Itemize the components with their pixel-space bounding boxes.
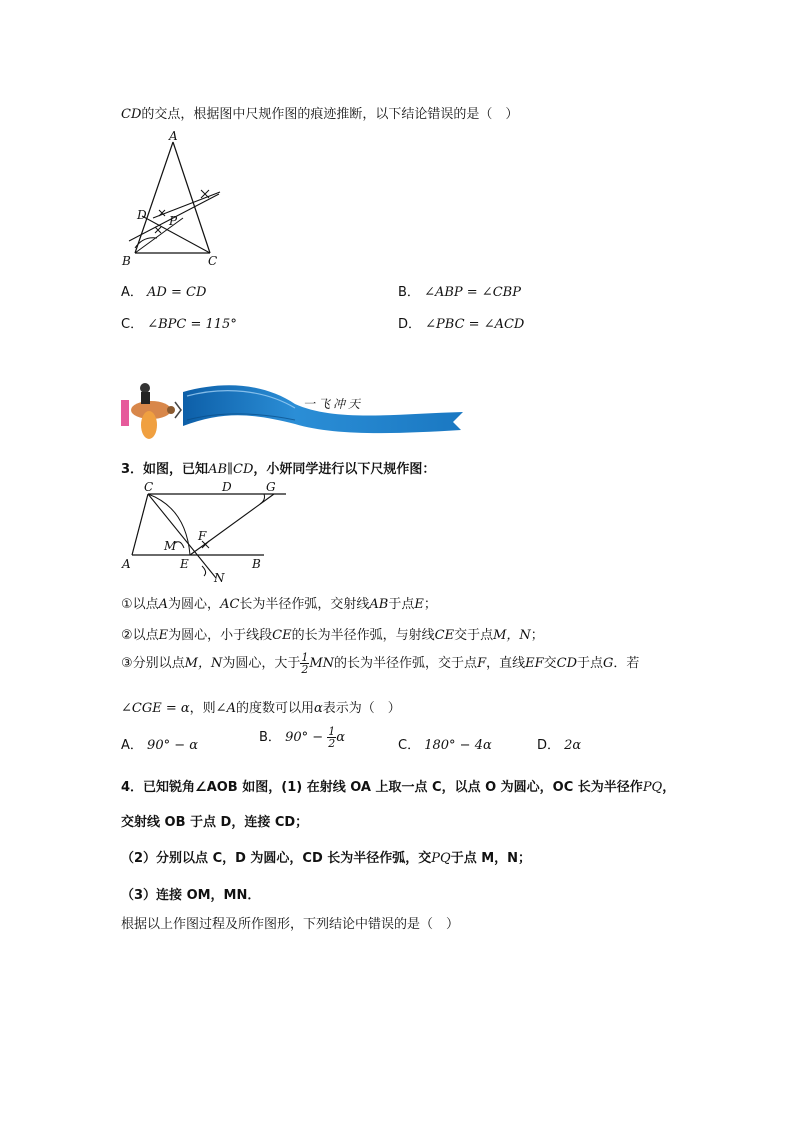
option-math: AD = CD <box>147 285 207 300</box>
label-F: F <box>198 529 207 543</box>
q3-stem-math: AB∥CD <box>208 462 254 477</box>
option-math: ∠ABP = ∠CBP <box>424 285 521 300</box>
math: G <box>603 656 614 671</box>
math: ∠CGE = α <box>121 701 190 716</box>
math: AC <box>220 597 240 612</box>
fraction-half <box>300 652 309 675</box>
text: 的长为半径作弧，与射线 <box>291 628 435 643</box>
text: 为圆心，小于线段 <box>168 628 273 643</box>
label-D: D <box>137 208 147 222</box>
arc-pq: PQ <box>642 780 663 795</box>
text: 为圆心，大于 <box>222 656 301 671</box>
q3-step2 <box>121 624 544 643</box>
label-G: G <box>266 480 276 494</box>
option-label: A． <box>121 738 143 753</box>
airplane-icon <box>121 383 181 439</box>
label-A: A <box>169 130 178 143</box>
text: 交射线 OB 于点 D，连接 CD； <box>121 815 309 830</box>
text: ②以点 <box>121 628 159 643</box>
label-P: P <box>169 214 178 228</box>
math: F <box>477 656 487 671</box>
option-label: A． <box>121 285 143 300</box>
denominator: 2 <box>301 663 309 676</box>
text: 于点 M，N； <box>450 851 532 866</box>
math: CE <box>434 628 455 643</box>
option-math: ∠BPC = 115° <box>147 317 237 332</box>
label-N: N <box>214 571 225 585</box>
text: ； <box>530 628 544 643</box>
q3-figure-labels <box>121 480 276 585</box>
text: （2）分别以点 C，D 为圆心，CD 长为半径作弧，交 <box>121 851 432 866</box>
option-label: D． <box>537 738 561 753</box>
text: ．若 <box>613 656 640 671</box>
q2-option-c[interactable] <box>121 313 237 332</box>
text: 的度数可以用 <box>235 701 314 716</box>
q4-line2 <box>121 811 308 830</box>
numerator: 1 <box>301 651 309 664</box>
label-A: A <box>122 557 131 571</box>
label-C: C <box>208 254 218 268</box>
text: （3）连接 OM，MN． <box>121 888 261 903</box>
q3-option-c[interactable] <box>398 734 492 753</box>
q3-step3 <box>121 652 639 675</box>
option-math: α <box>336 730 346 745</box>
text: ，则 <box>189 701 216 716</box>
math: CE <box>272 628 292 643</box>
q2-option-a[interactable] <box>121 281 206 300</box>
q2-stem <box>121 103 518 122</box>
math: M，N <box>184 656 223 671</box>
math: AB <box>369 597 389 612</box>
text: 交于点 <box>454 628 494 643</box>
option-label: C． <box>398 738 421 753</box>
option-label: B． <box>259 730 281 745</box>
q3-number: 3． <box>121 462 144 477</box>
q3-stem-text-a: 如图，已知 <box>143 462 209 477</box>
text: ，直线 <box>486 656 526 671</box>
q3-option-d[interactable] <box>537 734 581 753</box>
text: ③分别以点 <box>121 656 185 671</box>
q2-option-b[interactable] <box>398 281 521 300</box>
q2-stem-math: CD <box>121 107 142 122</box>
q2-stem-text: 的交点，根据图中尺规作图的痕迹推断，以下结论错误的是（ ） <box>141 107 519 122</box>
label-B: B <box>252 557 261 571</box>
q3-stem-text-b: ，小妍同学进行以下尺规作图： <box>253 462 436 477</box>
text: 于点 <box>577 656 604 671</box>
q3-parallel-lines-figure <box>118 478 293 588</box>
math: A <box>158 597 169 612</box>
option-math: 2α <box>564 738 582 753</box>
q4-line5 <box>121 913 459 932</box>
text: 的长为半径作弧，交于点 <box>334 656 478 671</box>
fraction-half <box>327 726 336 749</box>
option-math: 90° − α <box>147 738 199 753</box>
label-E: E <box>180 557 189 571</box>
math: E <box>158 628 169 643</box>
section-banner <box>115 370 465 440</box>
math: ∠A <box>215 701 236 716</box>
math: CD <box>556 656 578 671</box>
q4-line1 <box>121 776 675 795</box>
numerator: 1 <box>328 725 336 738</box>
math: α <box>313 701 323 716</box>
math: M，N <box>493 628 531 643</box>
q3-stem <box>121 458 435 477</box>
q3-step1 <box>121 593 437 612</box>
text: 长为半径作弧，交射线 <box>239 597 370 612</box>
q4-line3 <box>121 847 531 866</box>
q3-option-b[interactable] <box>259 726 345 749</box>
label-D: D <box>222 480 232 494</box>
text: 于点 <box>388 597 415 612</box>
q2-option-d[interactable] <box>398 313 524 332</box>
q3-step4 <box>121 697 401 716</box>
q3-option-a[interactable] <box>121 734 198 753</box>
option-math: ∠PBC = ∠ACD <box>425 317 525 332</box>
text: ； <box>423 597 437 612</box>
option-math: 90° − <box>285 730 324 745</box>
option-label: D． <box>398 317 422 332</box>
label-M: M <box>164 539 177 553</box>
math: EF <box>525 656 544 671</box>
text: ， <box>662 780 676 795</box>
option-label: C． <box>121 317 144 332</box>
q4-line4 <box>121 884 260 903</box>
option-math: 180° − 4α <box>424 738 492 753</box>
text: 表示为（ ） <box>322 701 401 716</box>
banner-title: 一飞冲天 <box>303 397 364 411</box>
text: 4．已知锐角∠AOB 如图，(1) 在射线 OA 上取一点 C，以点 O 为圆心，OC 长为半径作 <box>121 780 643 795</box>
text: 根据以上作图过程及所作图形，下列结论中错误的是（ ） <box>121 917 460 932</box>
text: ①以点 <box>121 597 159 612</box>
q2-triangle-figure <box>115 130 255 270</box>
text: 为圆心， <box>168 597 221 612</box>
option-label: B． <box>398 285 420 300</box>
denominator: 2 <box>328 737 336 750</box>
math: MN <box>309 656 335 671</box>
math: E <box>414 597 424 612</box>
text: 交 <box>543 656 557 671</box>
label-B: B <box>122 254 131 268</box>
label-C: C <box>144 480 154 494</box>
arc-pq: PQ <box>431 851 451 866</box>
